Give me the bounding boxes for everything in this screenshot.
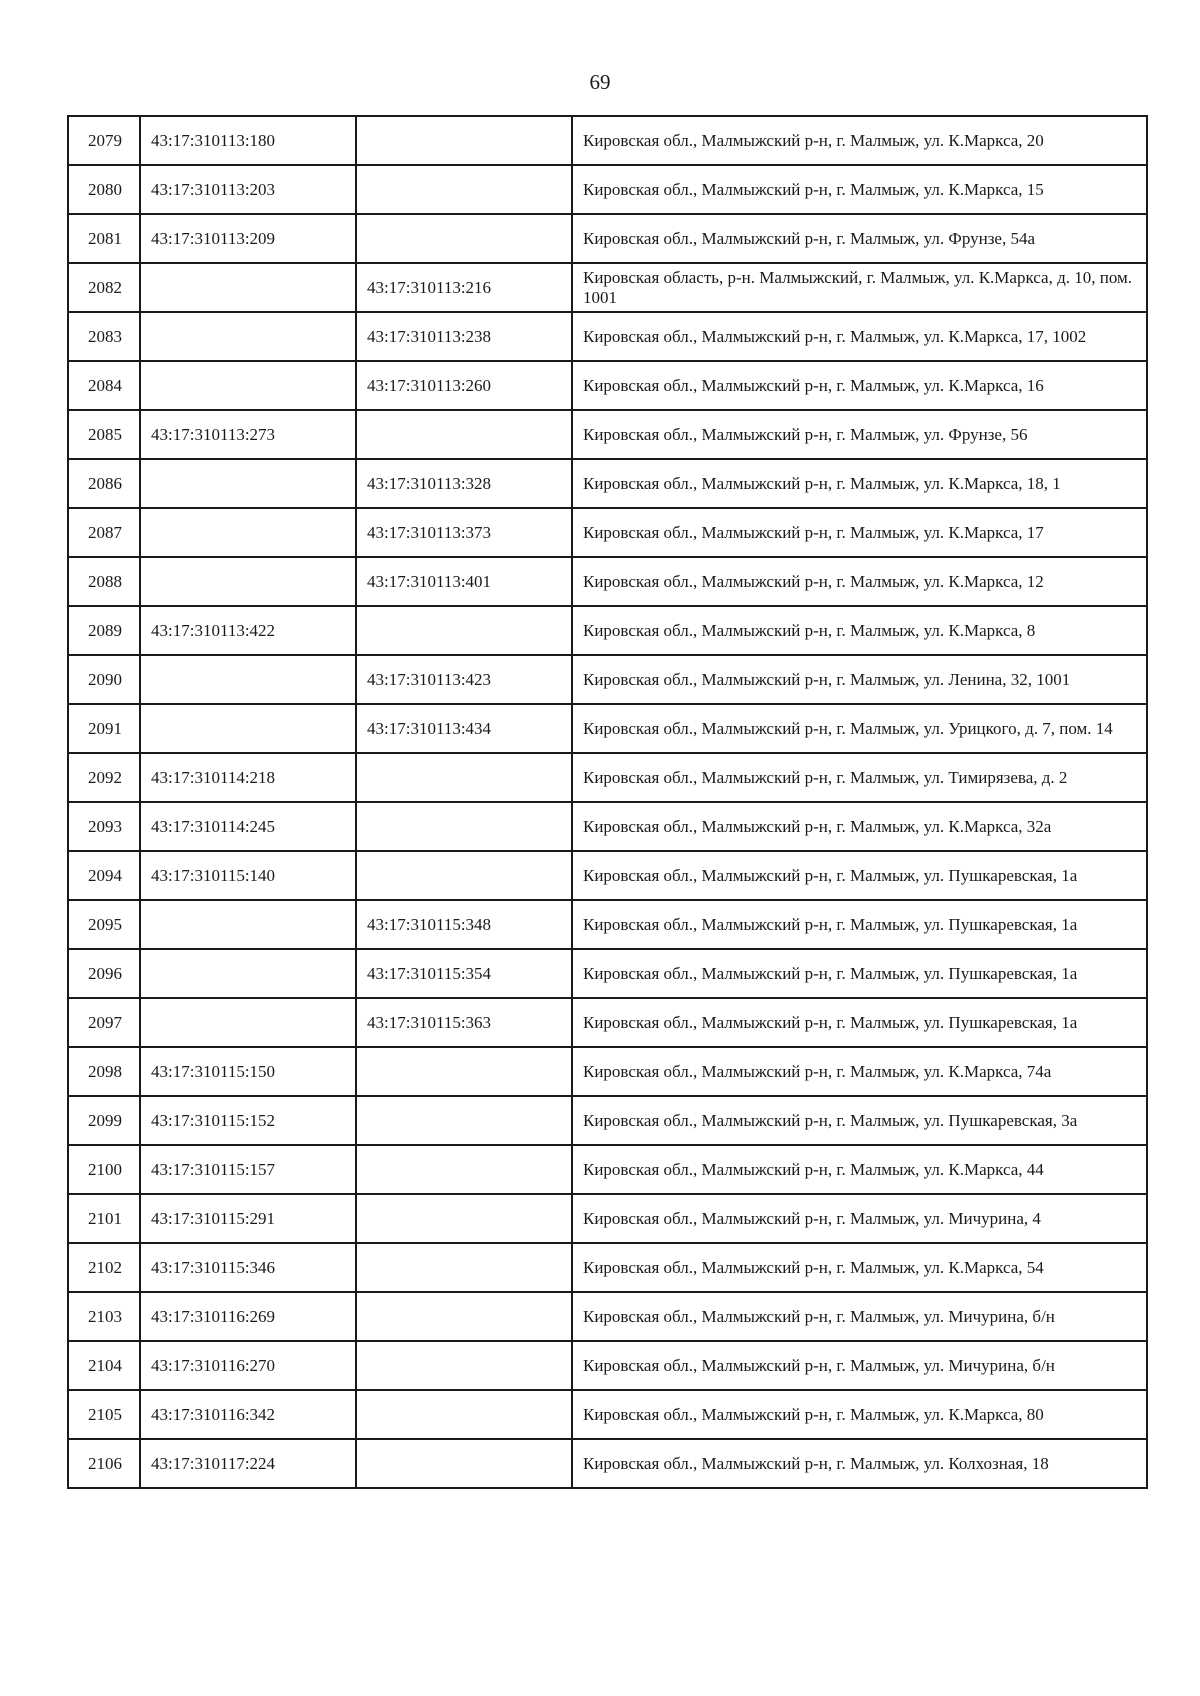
table-row bbox=[68, 606, 1147, 655]
address-cell: Кировская обл., Малмыжский р-н, г. Малмыж, ул. Тимирязева, д. 2 bbox=[572, 753, 1147, 802]
premises-cadastral-number-cell: 43:17:310113:216 bbox=[356, 263, 572, 312]
address-cell: Кировская обл., Малмыжский р-н, г. Малмыж, ул. К.Маркса, 32а bbox=[572, 802, 1147, 851]
table-row bbox=[68, 263, 1147, 312]
table-row bbox=[68, 1096, 1147, 1145]
row-number-cell: 2105 bbox=[68, 1390, 140, 1439]
cadastral-number-cell: 43:17:310117:224 bbox=[140, 1439, 356, 1488]
premises-cadastral-number-cell bbox=[356, 1292, 572, 1341]
row-number-cell: 2090 bbox=[68, 655, 140, 704]
table-row bbox=[68, 459, 1147, 508]
table-row bbox=[68, 753, 1147, 802]
address-cell: Кировская обл., Малмыжский р-н, г. Малмыж, ул. Пушкаревская, 1а bbox=[572, 851, 1147, 900]
cadastral-number-cell: 43:17:310113:180 bbox=[140, 116, 356, 165]
table-row bbox=[68, 1341, 1147, 1390]
row-number-cell: 2087 bbox=[68, 508, 140, 557]
cadastral-number-cell bbox=[140, 998, 356, 1047]
row-number-cell: 2089 bbox=[68, 606, 140, 655]
table-row bbox=[68, 998, 1147, 1047]
row-number-cell: 2080 bbox=[68, 165, 140, 214]
row-number-cell: 2103 bbox=[68, 1292, 140, 1341]
address-cell: Кировская область, р-н. Малмыжский, г. Малмыж, ул. К.Маркса, д. 10, пом. 1001 bbox=[572, 263, 1147, 312]
cadastral-number-cell bbox=[140, 263, 356, 312]
premises-cadastral-number-cell: 43:17:310113:328 bbox=[356, 459, 572, 508]
address-cell: Кировская обл., Малмыжский р-н, г. Малмыж, ул. К.Маркса, 80 bbox=[572, 1390, 1147, 1439]
cadastral-number-cell: 43:17:310116:270 bbox=[140, 1341, 356, 1390]
cadastral-number-cell bbox=[140, 459, 356, 508]
address-cell: Кировская обл., Малмыжский р-н, г. Малмыж, ул. К.Маркса, 12 bbox=[572, 557, 1147, 606]
premises-cadastral-number-cell bbox=[356, 1390, 572, 1439]
premises-cadastral-number-cell bbox=[356, 410, 572, 459]
premises-cadastral-number-cell bbox=[356, 1341, 572, 1390]
table-row bbox=[68, 1439, 1147, 1488]
cadastral-number-cell bbox=[140, 704, 356, 753]
premises-cadastral-number-cell: 43:17:310113:373 bbox=[356, 508, 572, 557]
table-row bbox=[68, 851, 1147, 900]
address-cell: Кировская обл., Малмыжский р-н, г. Малмыж, ул. К.Маркса, 17 bbox=[572, 508, 1147, 557]
table-row bbox=[68, 508, 1147, 557]
cadastral-number-cell bbox=[140, 655, 356, 704]
premises-cadastral-number-cell bbox=[356, 214, 572, 263]
premises-cadastral-number-cell: 43:17:310115:348 bbox=[356, 900, 572, 949]
premises-cadastral-number-cell bbox=[356, 606, 572, 655]
address-cell: Кировская обл., Малмыжский р-н, г. Малмыж, ул. К.Маркса, 20 bbox=[572, 116, 1147, 165]
premises-cadastral-number-cell bbox=[356, 851, 572, 900]
cadastral-number-cell: 43:17:310115:291 bbox=[140, 1194, 356, 1243]
table-row bbox=[68, 1243, 1147, 1292]
cadastral-number-cell: 43:17:310115:157 bbox=[140, 1145, 356, 1194]
address-cell: Кировская обл., Малмыжский р-н, г. Малмыж, ул. Колхозная, 18 bbox=[572, 1439, 1147, 1488]
cadastral-number-cell: 43:17:310116:269 bbox=[140, 1292, 356, 1341]
row-number-cell: 2086 bbox=[68, 459, 140, 508]
row-number-cell: 2097 bbox=[68, 998, 140, 1047]
row-number-cell: 2088 bbox=[68, 557, 140, 606]
address-cell: Кировская обл., Малмыжский р-н, г. Малмыж, ул. Фрунзе, 54а bbox=[572, 214, 1147, 263]
row-number-cell: 2096 bbox=[68, 949, 140, 998]
page-number: 69 bbox=[589, 70, 611, 94]
cadastral-number-cell: 43:17:310113:203 bbox=[140, 165, 356, 214]
row-number-cell: 2084 bbox=[68, 361, 140, 410]
address-cell: Кировская обл., Малмыжский р-н, г. Малмыж, ул. Пушкаревская, 3а bbox=[572, 1096, 1147, 1145]
table-row bbox=[68, 361, 1147, 410]
cadastral-number-cell: 43:17:310116:342 bbox=[140, 1390, 356, 1439]
address-cell: Кировская обл., Малмыжский р-н, г. Малмыж, ул. К.Маркса, 15 bbox=[572, 165, 1147, 214]
row-number-cell: 2094 bbox=[68, 851, 140, 900]
premises-cadastral-number-cell bbox=[356, 1145, 572, 1194]
address-cell: Кировская обл., Малмыжский р-н, г. Малмыж, ул. Пушкаревская, 1а bbox=[572, 900, 1147, 949]
address-cell: Кировская обл., Малмыжский р-н, г. Малмыж, ул. Пушкаревская, 1а bbox=[572, 998, 1147, 1047]
row-number-cell: 2091 bbox=[68, 704, 140, 753]
row-number-cell: 2102 bbox=[68, 1243, 140, 1292]
row-number-cell: 2083 bbox=[68, 312, 140, 361]
address-cell: Кировская обл., Малмыжский р-н, г. Малмыж, ул. Урицкого, д. 7, пом. 14 bbox=[572, 704, 1147, 753]
table-row bbox=[68, 214, 1147, 263]
address-cell: Кировская обл., Малмыжский р-н, г. Малмыж, ул. Фрунзе, 56 bbox=[572, 410, 1147, 459]
premises-cadastral-number-cell: 43:17:310115:363 bbox=[356, 998, 572, 1047]
table-row bbox=[68, 802, 1147, 851]
property-registry-table bbox=[67, 115, 1148, 1489]
row-number-cell: 2100 bbox=[68, 1145, 140, 1194]
table-row bbox=[68, 1390, 1147, 1439]
address-cell: Кировская обл., Малмыжский р-н, г. Малмыж, ул. Мичурина, б/н bbox=[572, 1292, 1147, 1341]
premises-cadastral-number-cell: 43:17:310113:434 bbox=[356, 704, 572, 753]
row-number-cell: 2093 bbox=[68, 802, 140, 851]
premises-cadastral-number-cell bbox=[356, 165, 572, 214]
address-cell: Кировская обл., Малмыжский р-н, г. Малмыж, ул. Мичурина, 4 bbox=[572, 1194, 1147, 1243]
cadastral-number-cell bbox=[140, 361, 356, 410]
premises-cadastral-number-cell: 43:17:310115:354 bbox=[356, 949, 572, 998]
cadastral-number-cell: 43:17:310114:245 bbox=[140, 802, 356, 851]
cadastral-number-cell bbox=[140, 949, 356, 998]
row-number-cell: 2106 bbox=[68, 1439, 140, 1488]
row-number-cell: 2099 bbox=[68, 1096, 140, 1145]
address-cell: Кировская обл., Малмыжский р-н, г. Малмыж, ул. К.Маркса, 74а bbox=[572, 1047, 1147, 1096]
address-cell: Кировская обл., Малмыжский р-н, г. Малмыж, ул. К.Маркса, 16 bbox=[572, 361, 1147, 410]
address-cell: Кировская обл., Малмыжский р-н, г. Малмыж, ул. Пушкаревская, 1а bbox=[572, 949, 1147, 998]
table-row bbox=[68, 655, 1147, 704]
table-row bbox=[68, 1292, 1147, 1341]
address-cell: Кировская обл., Малмыжский р-н, г. Малмыж, ул. К.Маркса, 54 bbox=[572, 1243, 1147, 1292]
premises-cadastral-number-cell bbox=[356, 116, 572, 165]
premises-cadastral-number-cell: 43:17:310113:423 bbox=[356, 655, 572, 704]
address-cell: Кировская обл., Малмыжский р-н, г. Малмыж, ул. К.Маркса, 8 bbox=[572, 606, 1147, 655]
premises-cadastral-number-cell: 43:17:310113:260 bbox=[356, 361, 572, 410]
cadastral-number-cell: 43:17:310114:218 bbox=[140, 753, 356, 802]
cadastral-number-cell: 43:17:310113:422 bbox=[140, 606, 356, 655]
row-number-cell: 2098 bbox=[68, 1047, 140, 1096]
row-number-cell: 2095 bbox=[68, 900, 140, 949]
row-number-cell: 2082 bbox=[68, 263, 140, 312]
premises-cadastral-number-cell bbox=[356, 802, 572, 851]
table-row bbox=[68, 312, 1147, 361]
address-cell: Кировская обл., Малмыжский р-н, г. Малмыж, ул. Ленина, 32, 1001 bbox=[572, 655, 1147, 704]
cadastral-number-cell bbox=[140, 312, 356, 361]
premises-cadastral-number-cell bbox=[356, 1096, 572, 1145]
table-row bbox=[68, 900, 1147, 949]
premises-cadastral-number-cell: 43:17:310113:238 bbox=[356, 312, 572, 361]
table-row bbox=[68, 165, 1147, 214]
cadastral-number-cell: 43:17:310115:346 bbox=[140, 1243, 356, 1292]
cadastral-number-cell: 43:17:310113:209 bbox=[140, 214, 356, 263]
table-row bbox=[68, 1194, 1147, 1243]
table-row bbox=[68, 704, 1147, 753]
premises-cadastral-number-cell bbox=[356, 1194, 572, 1243]
cadastral-number-cell: 43:17:310115:140 bbox=[140, 851, 356, 900]
cadastral-number-cell: 43:17:310115:152 bbox=[140, 1096, 356, 1145]
premises-cadastral-number-cell bbox=[356, 1047, 572, 1096]
premises-cadastral-number-cell bbox=[356, 753, 572, 802]
row-number-cell: 2101 bbox=[68, 1194, 140, 1243]
premises-cadastral-number-cell bbox=[356, 1439, 572, 1488]
row-number-cell: 2079 bbox=[68, 116, 140, 165]
row-number-cell: 2104 bbox=[68, 1341, 140, 1390]
address-cell: Кировская обл., Малмыжский р-н, г. Малмыж, ул. К.Маркса, 44 bbox=[572, 1145, 1147, 1194]
address-cell: Кировская обл., Малмыжский р-н, г. Малмыж, ул. К.Маркса, 18, 1 bbox=[572, 459, 1147, 508]
cadastral-number-cell: 43:17:310115:150 bbox=[140, 1047, 356, 1096]
cadastral-number-cell: 43:17:310113:273 bbox=[140, 410, 356, 459]
address-cell: Кировская обл., Малмыжский р-н, г. Малмыж, ул. Мичурина, б/н bbox=[572, 1341, 1147, 1390]
table-row bbox=[68, 949, 1147, 998]
table-row bbox=[68, 557, 1147, 606]
cadastral-number-cell bbox=[140, 508, 356, 557]
cadastral-number-cell bbox=[140, 900, 356, 949]
cadastral-number-cell bbox=[140, 557, 356, 606]
row-number-cell: 2092 bbox=[68, 753, 140, 802]
premises-cadastral-number-cell bbox=[356, 1243, 572, 1292]
table-row bbox=[68, 116, 1147, 165]
row-number-cell: 2081 bbox=[68, 214, 140, 263]
registry-table-body bbox=[68, 116, 1147, 1488]
premises-cadastral-number-cell: 43:17:310113:401 bbox=[356, 557, 572, 606]
table-row bbox=[68, 410, 1147, 459]
address-cell: Кировская обл., Малмыжский р-н, г. Малмыж, ул. К.Маркса, 17, 1002 bbox=[572, 312, 1147, 361]
table-row bbox=[68, 1145, 1147, 1194]
row-number-cell: 2085 bbox=[68, 410, 140, 459]
table-row bbox=[68, 1047, 1147, 1096]
